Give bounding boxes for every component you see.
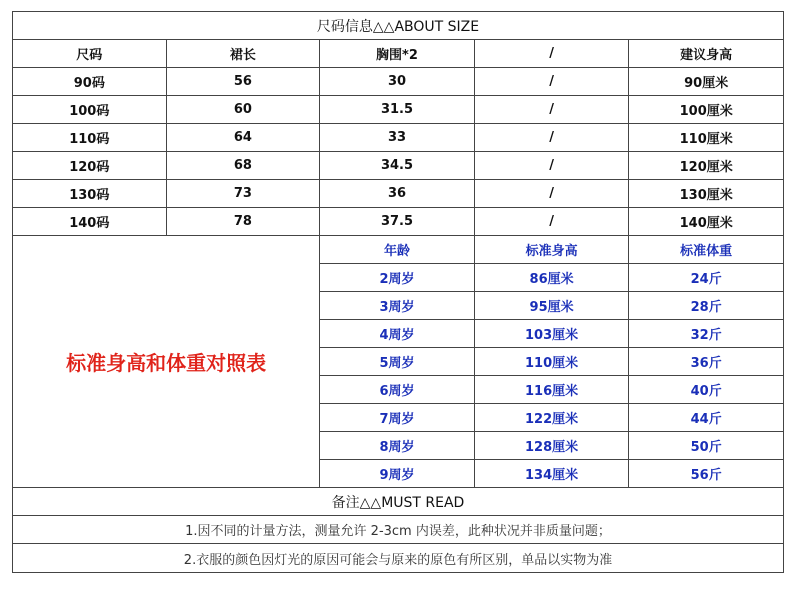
size-row [13,124,784,152]
std-height-cell: 110厘米 [474,348,629,376]
age-cell: 9周岁 [320,460,475,488]
header-cell: 裙长 [166,40,320,68]
chest-cell: 31.5 [320,96,475,124]
notes-title-prefix: 备注 [331,494,360,511]
header-cell: 胸围*2 [320,40,475,68]
std-weight-cell: 24斤 [629,264,784,292]
size-info-table [12,11,784,573]
note-row [13,544,784,573]
standard-table-label: 标准身高和体重对照表 [13,236,320,488]
notes-title-suffix: MUST READ [381,494,465,511]
std-height-cell: 103厘米 [474,320,629,348]
age-cell: 2周岁 [320,264,475,292]
length-cell: 56 [166,68,320,96]
table-title [13,12,784,40]
triangle-icon: △△ [359,494,382,511]
standard-header-row [13,236,784,264]
std-weight-cell: 44斤 [629,404,784,432]
notes-title-row [13,488,784,516]
header-cell: 尺码 [13,40,167,68]
height-cell: 130厘米 [629,180,784,208]
std-height-cell: 122厘米 [474,404,629,432]
size-row [13,96,784,124]
slash-cell: / [474,180,629,208]
slash-cell: / [474,124,629,152]
std-weight-cell: 28斤 [629,292,784,320]
std-height-cell: 86厘米 [474,264,629,292]
slash-cell: / [474,208,629,236]
size-cell: 140码 [13,208,167,236]
size-row [13,180,784,208]
size-cell: 110码 [13,124,167,152]
std-height-cell: 95厘米 [474,292,629,320]
slash-cell: / [474,96,629,124]
title-prefix: 尺码信息 [316,18,373,35]
age-cell: 6周岁 [320,376,475,404]
std-height-cell: 128厘米 [474,432,629,460]
title-row [13,12,784,40]
header-cell: / [474,40,629,68]
height-cell: 100厘米 [629,96,784,124]
header-cell: 标准身高 [474,236,629,264]
height-cell: 90厘米 [629,68,784,96]
note-row [13,516,784,544]
chest-cell: 37.5 [320,208,475,236]
size-cell: 90码 [13,68,167,96]
size-row [13,68,784,96]
length-cell: 68 [166,152,320,180]
slash-cell: / [474,152,629,180]
triangle-icon: △△ [372,18,395,35]
title-suffix: ABOUT SIZE [394,18,480,35]
length-cell: 73 [166,180,320,208]
size-row [13,208,784,236]
chest-cell: 36 [320,180,475,208]
length-cell: 60 [166,96,320,124]
header-cell: 年龄 [320,236,475,264]
std-height-cell: 116厘米 [474,376,629,404]
std-weight-cell: 50斤 [629,432,784,460]
age-cell: 5周岁 [320,348,475,376]
length-cell: 64 [166,124,320,152]
header-cell: 标准体重 [629,236,784,264]
size-row [13,152,784,180]
note-line: 2.衣服的颜色因灯光的原因可能会与原来的原色有所区别，单品以实物为准 [13,544,784,573]
std-height-cell: 134厘米 [474,460,629,488]
size-cell: 130码 [13,180,167,208]
header-cell: 建议身高 [629,40,784,68]
age-cell: 3周岁 [320,292,475,320]
size-cell: 100码 [13,96,167,124]
age-cell: 8周岁 [320,432,475,460]
height-cell: 110厘米 [629,124,784,152]
age-cell: 4周岁 [320,320,475,348]
slash-cell: / [474,68,629,96]
chest-cell: 34.5 [320,152,475,180]
std-weight-cell: 40斤 [629,376,784,404]
age-cell: 7周岁 [320,404,475,432]
chest-cell: 30 [320,68,475,96]
height-cell: 120厘米 [629,152,784,180]
notes-title [13,488,784,516]
size-cell: 120码 [13,152,167,180]
height-cell: 140厘米 [629,208,784,236]
std-weight-cell: 36斤 [629,348,784,376]
chest-cell: 33 [320,124,475,152]
size-header-row [13,40,784,68]
length-cell: 78 [166,208,320,236]
note-line: 1.因不同的计量方法，测量允许 2-3cm 内误差，此种状况并非质量问题； [13,516,784,544]
std-weight-cell: 32斤 [629,320,784,348]
std-weight-cell: 56斤 [629,460,784,488]
